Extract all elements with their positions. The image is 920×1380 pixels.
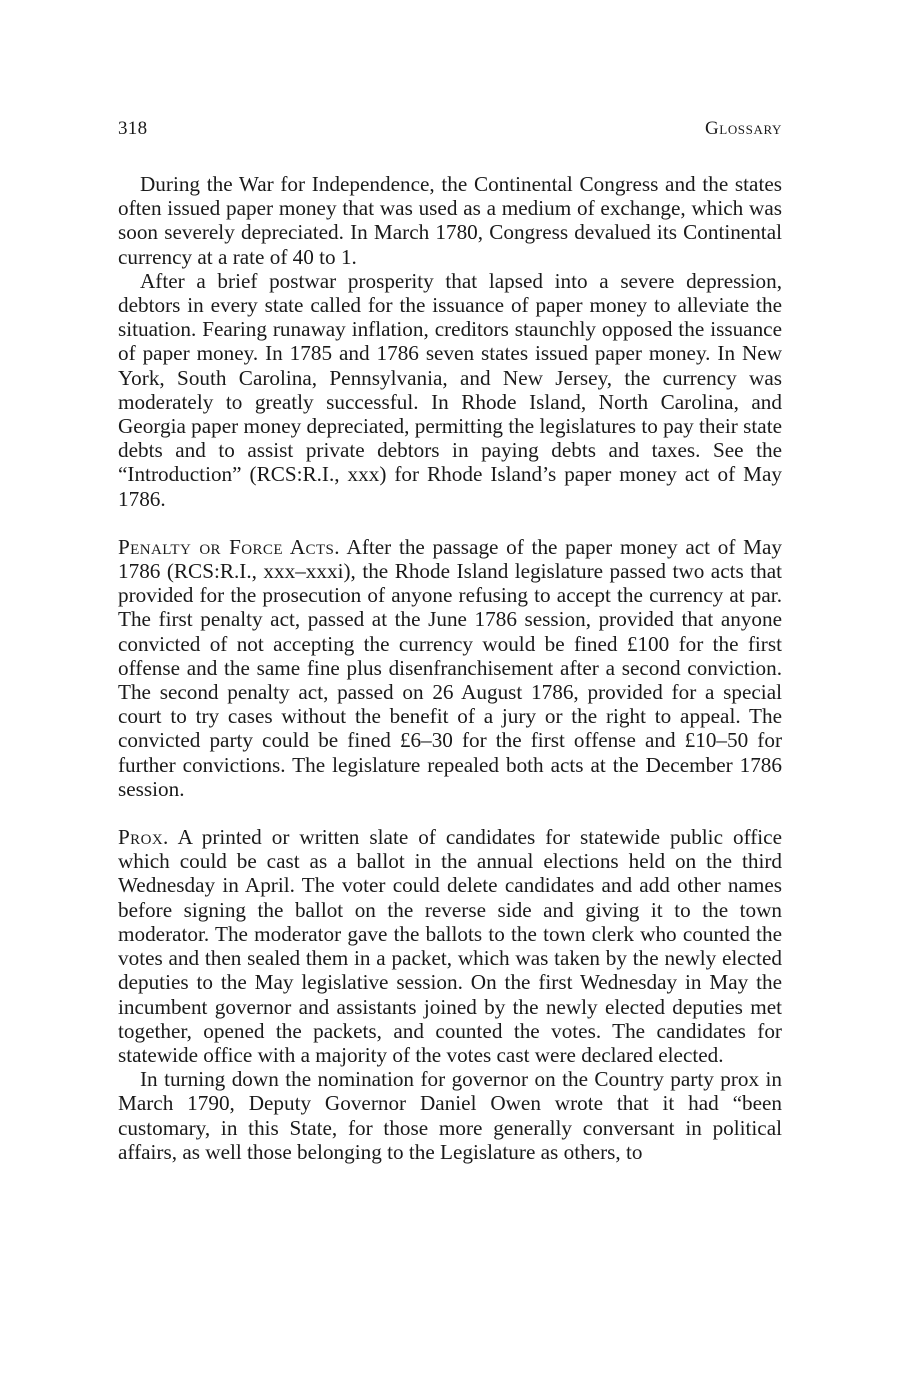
- entry-penalty-acts-text: After the passage of the paper money act of May 1786 (RCS:R.I., xxx–xxxi), the Rhode Island legislature passed two acts that provided for the prosecution of anyone refusing to accept the currency at par. The first penalty act, passed at the June 1786 session, provided that anyone convicted of not accepting the currency would be fined £100 for the first offense and the same fine plus disenfranchisement after a second conviction. The second penalty act, passed on 26 August 1786, provided for a special court to try cases without the benefit of a jury or the right to appeal. The convicted party could be fined £6–30 for the first offense and £10–50 for further convictions. The legislature repealed both acts at the December 1786 session.: [118, 534, 782, 801]
- headword-prox: Prox.: [118, 825, 169, 850]
- entry-prox: [118, 825, 782, 1067]
- entry-prox-text: A printed or written slate of candidates for statewide public office which could be cast as a ballot in the annual elections held on the third Wednesday in April. The voter could delete candidates and add other names before signing the ballot on the reverse side and giving it to the town moderator. The moderator gave the ballots to the town clerk who counted the votes and then sealed them in a packet, which was taken by the newly elected deputies to the May legislative session. On the first Wednesday in May the incumbent governor and assistants joined by the newly elected deputies met together, opened the packets, and counted the votes. The candidates for statewide office with a majority of the votes cast were declared elected.: [118, 825, 782, 1067]
- paragraph-paper-money-1: During the War for Independence, the Continental Congress and the states often issued paper money that was used as a medium of exchange, which was soon severely depreciated. In March 1780, Congress devalued its Continental currency at a rate of 40 to 1.: [118, 172, 782, 269]
- headword-penalty-acts: Penalty or Force Acts.: [118, 534, 340, 559]
- section-title: Glossary: [704, 118, 782, 139]
- entry-penalty-acts: [118, 535, 782, 801]
- document-page: [118, 118, 782, 1164]
- running-head: [118, 118, 782, 152]
- page-number: 318: [118, 118, 148, 139]
- paragraph-prox-2: In turning down the nomination for governor on the Country party prox in March 1790, Deputy Governor Daniel Owen wrote that it had “been customary, in this State, for those more generally conversant in political affairs, as well those belonging to the Legislature as others, to: [118, 1067, 782, 1164]
- body-text: [118, 172, 782, 1164]
- paragraph-paper-money-2: After a brief postwar prosperity that lapsed into a severe depression, debtors in every state called for the issuance of paper money to alleviate the situation. Fearing runaway inflation, creditors staunchly opposed the issuance of paper money. In 1785 and 1786 seven states issued paper money. In New York, South Carolina, Pennsylvania, and New Jersey, the currency was moderately to greatly successful. In Rhode Island, North Carolina, and Georgia paper money depreciated, permitting the legislatures to pay their state debts and to assist private debtors in paying debts and taxes. See the “Introduction” (RCS:R.I., xxx) for Rhode Island’s paper money act of May 1786.: [118, 268, 782, 511]
